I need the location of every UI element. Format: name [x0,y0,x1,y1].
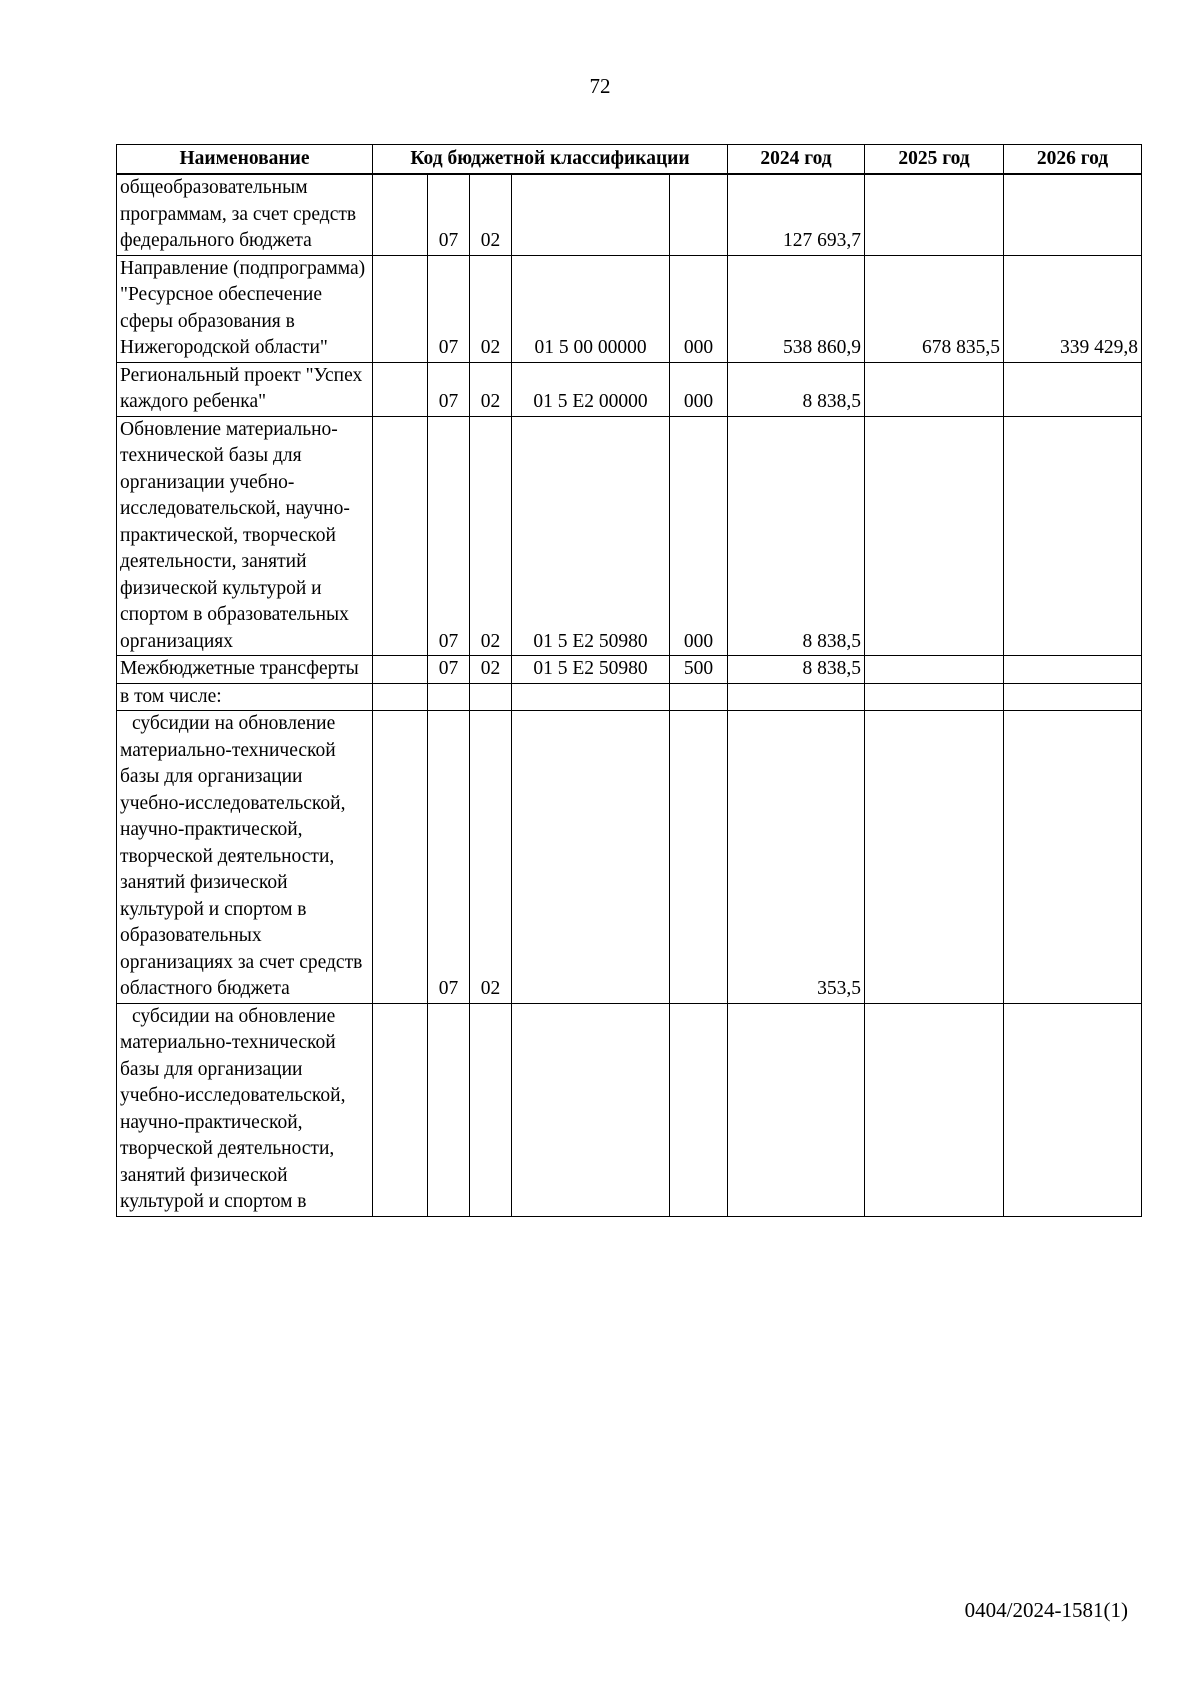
row-name: в том числе: [117,683,373,711]
value-2024: 8 838,5 [728,656,865,684]
code-target-item: 01 5 E2 50980 [512,416,670,656]
table-header-row [117,145,1142,175]
document-id: 0404/2024-1581(1) [964,1598,1128,1622]
code-subsection: 02 [470,362,512,416]
code-target-item: 01 5 E2 00000 [512,362,670,416]
code-expense-type: 000 [670,416,728,656]
code-section: 07 [428,656,470,684]
header-2024: 2024 год [728,145,865,175]
value-2025 [865,174,1004,255]
value-2025 [865,683,1004,711]
code-section: 07 [428,174,470,255]
value-2026 [1004,683,1142,711]
code-expense-type: 000 [670,362,728,416]
code-subsection: 02 [470,174,512,255]
code-subsection [470,1003,512,1216]
code-part-1 [373,711,428,1004]
value-2024: 127 693,7 [728,174,865,255]
table-row [117,174,1142,255]
code-section [428,1003,470,1216]
code-expense-type [670,711,728,1004]
value-2026 [1004,711,1142,1004]
code-subsection: 02 [470,656,512,684]
code-section: 07 [428,362,470,416]
value-2025 [865,711,1004,1004]
page-number: 72 [589,74,611,98]
value-2026 [1004,174,1142,255]
value-2024: 8 838,5 [728,416,865,656]
value-2024: 8 838,5 [728,362,865,416]
value-2026 [1004,1003,1142,1216]
code-expense-type [670,174,728,255]
header-2025: 2025 год [865,145,1004,175]
code-subsection [470,683,512,711]
code-part-1 [373,362,428,416]
code-part-1 [373,255,428,362]
header-2026: 2026 год [1004,145,1142,175]
code-target-item [512,711,670,1004]
table-row [117,711,1142,1004]
value-2025 [865,1003,1004,1216]
code-subsection: 02 [470,255,512,362]
code-target-item [512,683,670,711]
code-part-1 [373,416,428,656]
value-2025 [865,416,1004,656]
row-name: общеобразовательным программам, за счет средств федерального бюджета [117,174,373,255]
code-section: 07 [428,255,470,362]
code-subsection: 02 [470,711,512,1004]
row-name: Обновление материально-технической базы для организации учебно-исследовательской, научно-практической, творческой деятельности, занятий физической культурой и спортом в образовательных организациях [117,416,373,656]
code-expense-type: 000 [670,255,728,362]
row-name: субсидии на обновление материально-технической базы для организации учебно-исследовательской, научно-практической, творческой деятельности, занятий физической культурой и спортом в [117,1003,373,1216]
table-row [117,362,1142,416]
table-row [117,416,1142,656]
code-target-item: 01 5 E2 50980 [512,656,670,684]
code-part-1 [373,174,428,255]
budget-table [116,144,1142,1217]
row-name: субсидии на обновление материально-технической базы для организации учебно-исследовательской, научно-практической, творческой деятельности, занятий физической культурой и спортом в образовательных организациях за счет средств областного бюджета [117,711,373,1004]
code-section [428,683,470,711]
value-2024: 353,5 [728,711,865,1004]
code-target-item [512,1003,670,1216]
code-expense-type: 500 [670,656,728,684]
code-subsection: 02 [470,416,512,656]
code-part-1 [373,683,428,711]
code-expense-type [670,683,728,711]
value-2025 [865,656,1004,684]
row-name: Межбюджетные трансферты [117,656,373,684]
value-2026: 339 429,8 [1004,255,1142,362]
code-part-1 [373,1003,428,1216]
code-section: 07 [428,711,470,1004]
header-code: Код бюджетной классификации [373,145,728,175]
code-target-item [512,174,670,255]
code-part-1 [373,656,428,684]
code-expense-type [670,1003,728,1216]
value-2026 [1004,362,1142,416]
value-2024 [728,683,865,711]
row-name: Региональный проект "Успех каждого ребенка" [117,362,373,416]
value-2024 [728,1003,865,1216]
value-2024: 538 860,9 [728,255,865,362]
value-2026 [1004,656,1142,684]
table-row [117,1003,1142,1216]
code-section: 07 [428,416,470,656]
table-row [117,656,1142,684]
row-name: Направление (подпрограмма) "Ресурсное обеспечение сферы образования в Нижегородской области" [117,255,373,362]
table-row [117,683,1142,711]
header-name: Наименование [117,145,373,175]
value-2025: 678 835,5 [865,255,1004,362]
value-2025 [865,362,1004,416]
table-row [117,255,1142,362]
value-2026 [1004,416,1142,656]
code-target-item: 01 5 00 00000 [512,255,670,362]
